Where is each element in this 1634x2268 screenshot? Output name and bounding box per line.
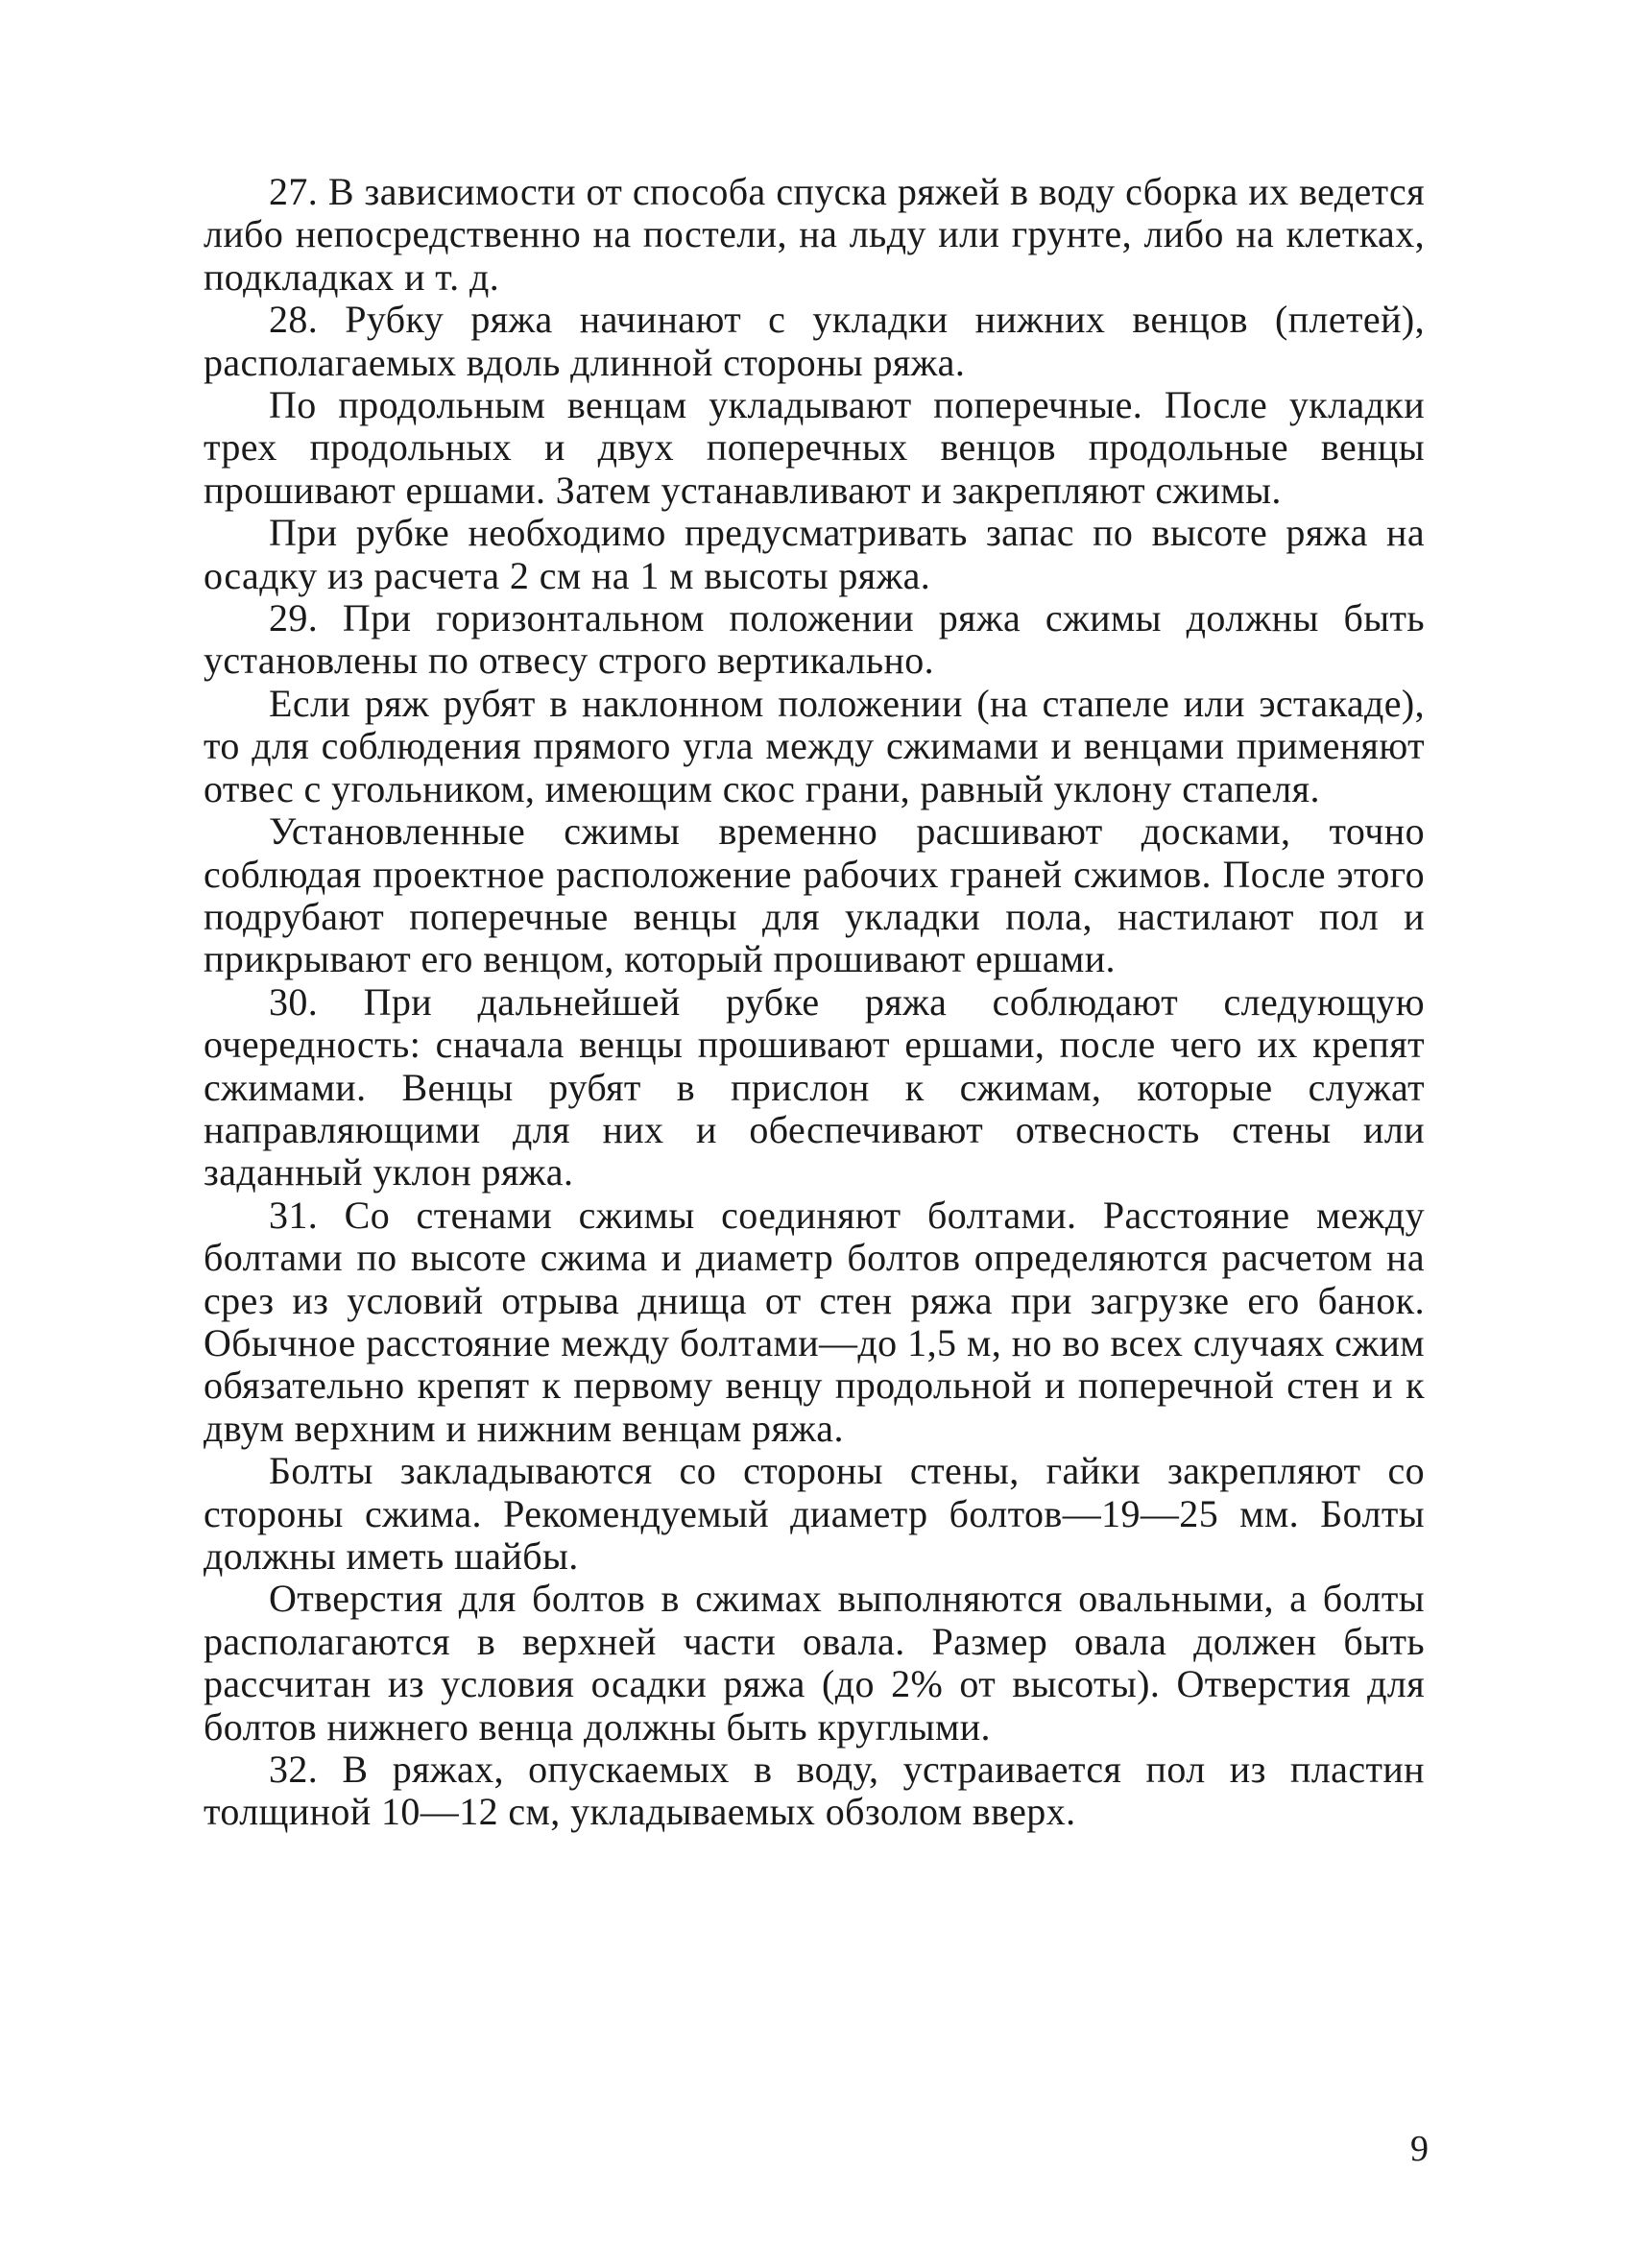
paragraph-31-bolts: Болты закладываются со стороны стены, гайки закрепляют со стороны сжима. Рекомендуемый диаметр болтов—19—25 мм. Болты должны иметь шайбы. bbox=[204, 1449, 1425, 1578]
page-number: 9 bbox=[1410, 2129, 1429, 2169]
paragraph-29-boarding: Установленные сжимы временно расшивают досками, точно соблюдая проектное расположение рабочих граней сжимов. После этого подрубают поперечные венцы для укладки пола, настилают пол и прикрывают его венцом, который прошивают ершами. bbox=[204, 809, 1425, 981]
paragraph-28-settlement-allowance: При рубке необходимо предусматривать запас по высоте ряжа на осадку из расчета 2 см на 1 м высоты ряжа. bbox=[204, 511, 1425, 597]
paragraph-27: 27. В зависимости от способа спуска ряжей в воду сборка их ведется либо непосредственно на постели, на льду или грунте, либо на клетках, подкладках и т. д. bbox=[204, 170, 1425, 299]
paragraph-29: 29. При горизонтальном положении ряжа сжимы должны быть установлены по отвесу строго вертикально. bbox=[204, 596, 1425, 683]
paragraph-28: 28. Рубку ряжа начинают с укладки нижних венцов (плетей), располагаемых вдоль длинной стороны ряжа. bbox=[204, 298, 1425, 384]
paragraph-31-bolt-holes: Отверстия для болтов в сжимах выполняются овальными, а болты располагаются в верхней части овала. Размер овала должен быть рассчитан из условия осадки ряжа (до 2% от высоты). Отверстия для болтов нижнего венца должны быть круглыми. bbox=[204, 1577, 1425, 1749]
paragraph-30: 30. При дальнейшей рубке ряжа соблюдают следующую очередность: сначала венцы прошивают ершами, после чего их крепят сжимами. Венцы рубят в прислон к сжимам, которые служат направляющими для них и обеспечивают отвесность стены или заданный уклон ряжа. bbox=[204, 979, 1425, 1194]
paragraph-31: 31. Со стенами сжимы соединяют болтами. Расстояние между болтами по высоте сжима и диаметр болтов определяются расчетом на срез из условий отрыва днища от стен ряжа при загрузке его банок. Обычное расстояние между болтами—до 1,5 м, но во всех случаях сжим обязательно крепят к первому венцу продольной и поперечной стен и к двум верхним и нижним венцам ряжа. bbox=[204, 1193, 1425, 1450]
paragraph-32: 32. В ряжах, опускаемых в воду, устраивается пол из пластин толщиной 10—12 см, укладываемых обзолом вверх. bbox=[204, 1748, 1425, 1834]
paragraph-29-inclined-position: Если ряж рубят в наклонном положении (на стапеле или эстакаде), то для соблюдения прямого угла между сжимами и венцами применяют отвес с угольником, имеющим скос грани, равный уклону стапеля. bbox=[204, 681, 1425, 810]
paragraph-28-crosswise-rings: По продольным венцам укладывают поперечные. После укладки трех продольных и двух поперечных венцов продольные венцы прошивают ершами. Затем устанавливают и закрепляют сжимы. bbox=[204, 383, 1425, 512]
body-text bbox=[204, 171, 1425, 1834]
